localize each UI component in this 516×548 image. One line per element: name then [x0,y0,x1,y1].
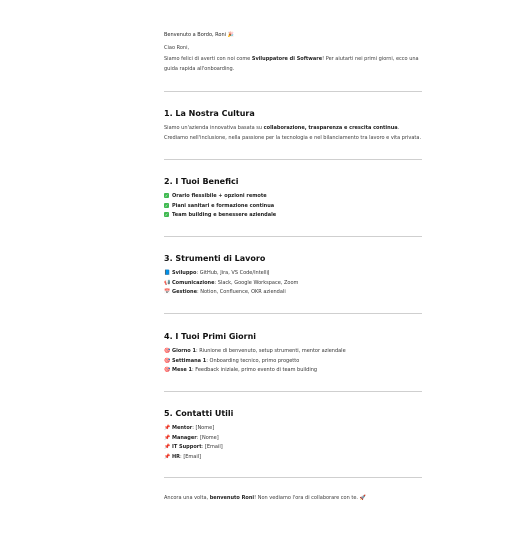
contacts-list [164,424,422,462]
contact-label: Manager [172,434,197,441]
divider [164,313,422,314]
contact-label: Mentor [172,425,193,431]
culture-text [164,124,422,143]
tools-heading: 3. Strumenti di Lavoro [164,254,266,263]
list-item [164,211,422,221]
check-icon: ✓ [164,193,169,198]
day-text: : Onboarding tecnico, primo progetto [206,357,300,364]
list-item [164,443,422,453]
pushpin-icon: 📌 [164,425,171,431]
list-item [164,357,422,367]
divider [164,477,422,478]
benefits-section [164,176,422,221]
culture-values: collaborazione, trasparenza e crescita continua [263,125,398,131]
closing-text [164,494,422,504]
contact-label: HR [172,453,181,460]
pushpin-icon: 📌 [164,434,171,441]
day-label: Mese 1 [172,367,192,374]
list-item [164,424,422,434]
contacts-heading: 5. Contatti Utili [164,409,234,418]
contacts-section [164,408,422,462]
culture-heading: 1. La Nostra Cultura [164,109,255,118]
tool-label: Gestione [172,289,197,296]
closing-highlight: benvenuto Roni [209,495,255,501]
first-days-list [164,347,422,376]
tool-label: Sviluppo [172,270,197,276]
intro-role: Sviluppatore di Software [251,56,323,62]
list-item [164,347,422,357]
benefits-list [164,192,422,221]
contact-text: : [Email] [201,444,223,451]
contact-text: : [Nome] [196,434,219,441]
list-item [164,434,422,444]
tool-label: Comunicazione [172,279,215,286]
closing-post: ! Non vediamo l'ora di collaborare con te. 🚀 [254,495,366,501]
contact-label: IT Support [172,444,202,451]
list-item [164,288,422,298]
target-icon: 🎯 [164,367,171,374]
day-text: : Riunione di benvenuto, setup strumenti, mentor aziendale [195,348,346,354]
benefit-text: Orario flessibile + opzioni remote [172,193,267,199]
day-text: : Feedback iniziale, primo evento di team building [191,367,318,374]
list-item [164,202,422,212]
calendar-icon: 📅 [164,289,171,296]
divider [164,159,422,160]
closing-pre: Ancora una volta, [164,495,210,501]
culture-section [164,108,422,143]
benefit-text: Piani sanitari e formazione continua [172,202,275,209]
tool-text: : GitHub, Jira, VS Code/IntelliJ [196,270,270,276]
intro-message [164,55,422,74]
target-icon: 🎯 [164,357,171,364]
benefits-heading: 2. I Tuoi Benefici [164,177,239,186]
list-item [164,366,422,376]
first-days-section [164,331,422,376]
list-item [164,453,422,463]
tool-text: : Slack, Google Workspace, Zoom [214,279,299,286]
day-label: Settimana 1 [172,357,207,364]
divider [164,236,422,237]
check-icon: ✓ [164,212,169,218]
intro-section [164,31,422,74]
contact-text: : [Email] [180,453,202,460]
culture-text-pre: Siamo un'azienda innovativa basata su [164,125,264,131]
book-icon: 📘 [164,270,171,276]
check-icon: ✓ [164,202,169,208]
first-days-heading: 4. I Tuoi Primi Giorni [164,332,257,341]
intro-message-pre: Siamo felici di averti con noi come [164,56,252,62]
list-item [164,269,422,279]
closing-section [164,494,422,504]
list-item [164,192,422,202]
intro-message-post: ! Per aiutarti nei primi giorni, ecco una guida rapida all'onboarding. [164,56,419,72]
megaphone-icon: 📢 [164,279,171,286]
tools-section [164,253,422,298]
divider [164,91,422,92]
contact-text: : [Nome] [192,425,215,431]
welcome-title: Benvenuto a Bordo, Roni 🎉 [164,32,234,38]
tool-text: : Notion, Confluence, OKR aziendali [196,289,286,296]
pushpin-icon: 📌 [164,444,171,451]
target-icon: 🎯 [164,348,171,354]
greeting: Ciao Roni, [164,44,190,51]
tools-list [164,269,422,298]
benefit-text: Team building e benessere aziendale [172,212,277,219]
day-label: Giorno 1 [172,348,196,354]
list-item [164,279,422,289]
divider [164,391,422,392]
pushpin-icon: 📌 [164,453,171,460]
culture-text-post: . Crediamo nell'inclusione, nella passione per la tecnologia e nel bilanciamento tra lavoro e vita privata. [164,125,422,141]
